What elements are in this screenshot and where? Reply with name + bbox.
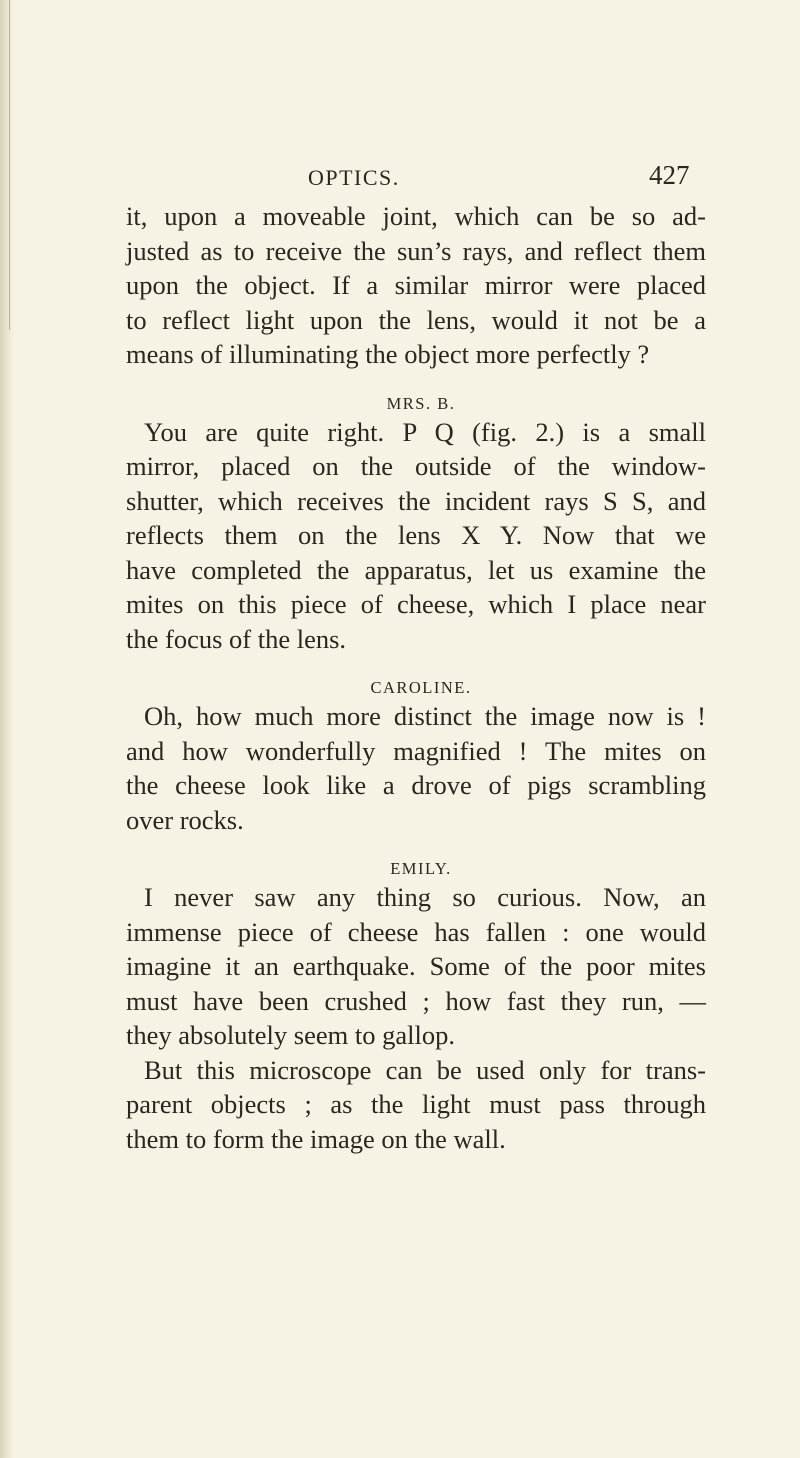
text-line: mites on this piece of cheese, which I place near <box>126 589 706 619</box>
speaker-name: EMILY. <box>390 859 452 878</box>
paragraph <box>126 880 706 1053</box>
text-line: must have been crushed ; how fast they run, — <box>126 985 706 1016</box>
text-line: justed as to receive the sun’s rays, and reflect them <box>126 235 706 266</box>
text-line: it, upon a moveable joint, which can be so ad- <box>126 201 706 231</box>
text-line: and how wonderfully magnified ! The mites on <box>126 735 706 766</box>
speaker-name: CAROLINE. <box>370 678 472 697</box>
text-line: immense piece of cheese has fallen : one would <box>126 916 706 947</box>
text-line: shutter, which receives the incident rays S S, and <box>126 485 706 516</box>
page-body <box>126 199 706 1156</box>
text-line: them to form the image on the wall. <box>126 1123 506 1154</box>
text-line: over rocks. <box>126 804 244 835</box>
text-line: But this microscope can be used only for trans- <box>144 1054 706 1085</box>
page-edge <box>0 0 14 1458</box>
text-line: imagine it an earthquake. Some of the poor mites <box>126 951 706 981</box>
text-line: have completed the apparatus, let us examine the <box>126 554 706 585</box>
paragraph <box>126 415 706 657</box>
text-line: mirror, placed on the outside of the window- <box>126 451 706 481</box>
paragraph <box>126 199 706 372</box>
page-number: 427 <box>649 160 690 190</box>
text-line: upon the object. If a similar mirror were placed <box>126 270 706 300</box>
text-line: the focus of the lens. <box>126 623 347 654</box>
text-line: means of illuminating the object more perfectly ? <box>126 339 650 369</box>
speaker-name: MRS. B. <box>386 393 456 413</box>
text-line: the cheese look like a drove of pigs scrambling <box>126 770 706 800</box>
text-line: to reflect light upon the lens, would it not be a <box>126 304 706 335</box>
paragraph <box>126 699 706 837</box>
text-line: reflects them on the lens X Y. Now that we <box>126 520 706 550</box>
text-line: I never saw any thing so curious. Now, an <box>144 882 706 912</box>
running-title: OPTICS. <box>308 165 400 190</box>
running-head <box>0 160 800 203</box>
text-line: You are quite right. P Q (fig. 2.) is a small <box>144 416 706 447</box>
text-line: they absolutely seem to gallop. <box>126 1020 455 1050</box>
paragraph <box>126 1053 706 1157</box>
text-line: parent objects ; as the light must pass through <box>126 1089 706 1119</box>
text-line: Oh, how much more distinct the image now is ! <box>144 701 706 731</box>
